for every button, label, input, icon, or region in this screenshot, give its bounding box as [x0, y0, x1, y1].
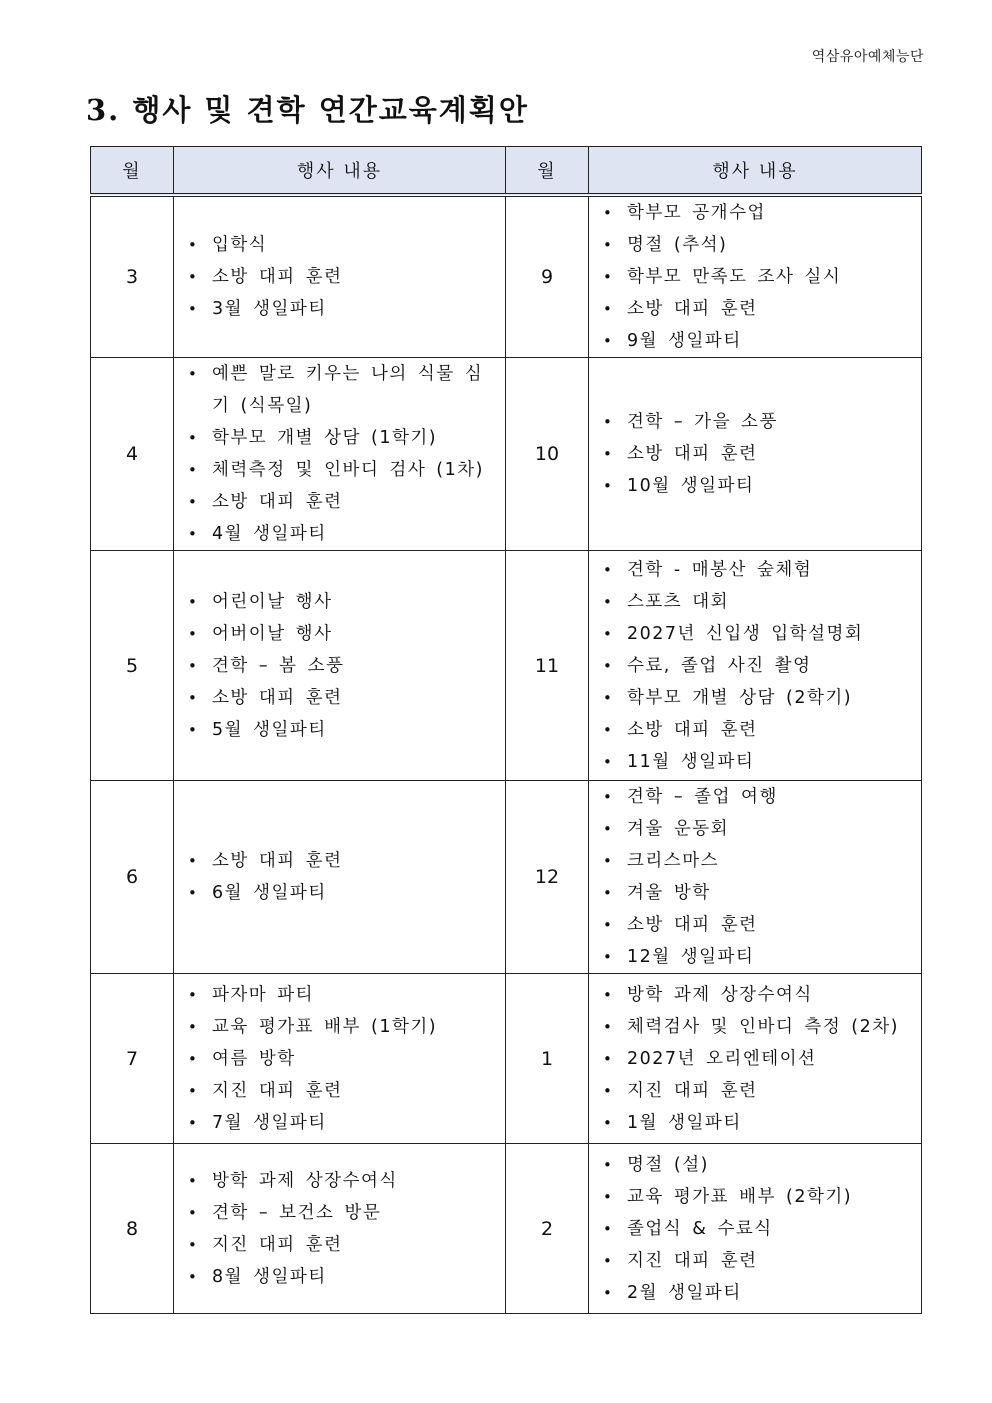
event-item: • 체력측정 및 인바디 검사 (1차) [182, 454, 497, 486]
event-item: • 방학 과제 상장수여식 [182, 1165, 497, 1197]
event-item: • 지진 대피 훈련 [597, 1245, 913, 1277]
table-row [91, 974, 922, 1144]
event-plan-table [90, 146, 922, 1314]
event-item: • 2027년 신입생 입학설명회 [597, 618, 913, 650]
month-cell: 5 [91, 551, 174, 781]
event-item: • 소방 대피 훈련 [182, 845, 497, 877]
event-item: • 12월 생일파티 [597, 941, 913, 973]
event-item: • 9월 생일파티 [597, 325, 913, 357]
header-month-left: 월 [91, 147, 174, 196]
header-events-right: 행사 내용 [589, 147, 922, 196]
event-item: • 졸업식 & 수료식 [597, 1213, 913, 1245]
event-list [174, 979, 505, 1139]
table-row [91, 1144, 922, 1314]
event-item: • 소방 대피 훈련 [597, 909, 913, 941]
event-item: • 지진 대피 훈련 [597, 1075, 913, 1107]
events-cell [174, 1144, 506, 1314]
events-cell [174, 358, 506, 551]
month-cell: 9 [506, 195, 589, 358]
event-item: • 예쁜 말로 키우는 나의 식물 심기 (식목일) [182, 358, 497, 422]
events-cell [589, 551, 922, 781]
event-list [174, 586, 505, 746]
event-item: • 학부모 만족도 조사 실시 [597, 261, 913, 293]
month-cell: 6 [91, 781, 174, 974]
page-title: 3. 행사 및 견학 연간교육계획안 [86, 93, 529, 127]
event-item: • 명절 (설) [597, 1149, 913, 1181]
month-cell: 2 [506, 1144, 589, 1314]
events-cell [174, 551, 506, 781]
event-item: • 10월 생일파티 [597, 470, 913, 502]
header-month-right: 월 [506, 147, 589, 196]
event-item: • 소방 대피 훈련 [182, 486, 497, 518]
event-item: • 학부모 개별 상담 (1학기) [182, 422, 497, 454]
event-item: • 겨울 운동회 [597, 813, 913, 845]
month-cell: 7 [91, 974, 174, 1144]
month-cell: 11 [506, 551, 589, 781]
events-cell [174, 781, 506, 974]
month-cell: 10 [506, 358, 589, 551]
event-item: • 견학 – 보건소 방문 [182, 1197, 497, 1229]
event-list [174, 1165, 505, 1293]
event-list [589, 979, 921, 1139]
event-item: • 지진 대피 훈련 [182, 1075, 497, 1107]
event-list [589, 1149, 921, 1309]
event-list [589, 554, 921, 778]
event-item: • 견학 - 매봉산 숲체험 [597, 554, 913, 586]
event-item: • 6월 생일파티 [182, 877, 497, 909]
event-item: • 학부모 개별 상담 (2학기) [597, 682, 913, 714]
event-item: • 소방 대피 훈련 [182, 261, 497, 293]
event-item: • 소방 대피 훈련 [597, 438, 913, 470]
event-list [589, 406, 921, 502]
events-cell [589, 1144, 922, 1314]
event-item: • 겨울 방학 [597, 877, 913, 909]
month-cell: 8 [91, 1144, 174, 1314]
events-cell [589, 781, 922, 974]
event-item: • 크리스마스 [597, 845, 913, 877]
event-item: • 견학 – 봄 소풍 [182, 650, 497, 682]
event-item: • 방학 과제 상장수여식 [597, 979, 913, 1011]
month-cell: 4 [91, 358, 174, 551]
table-row [91, 358, 922, 551]
event-item: • 명절 (추석) [597, 229, 913, 261]
events-cell [589, 358, 922, 551]
event-item: • 스포츠 대회 [597, 586, 913, 618]
event-item: • 체력검사 및 인바디 측정 (2차) [597, 1011, 913, 1043]
event-item: • 견학 – 졸업 여행 [597, 781, 913, 813]
event-item: • 소방 대피 훈련 [597, 714, 913, 746]
table-row [91, 195, 922, 358]
event-item: • 어린이날 행사 [182, 586, 497, 618]
header-events-left: 행사 내용 [174, 147, 506, 196]
event-item: • 8월 생일파티 [182, 1261, 497, 1293]
event-item: • 학부모 공개수업 [597, 197, 913, 229]
event-item: • 2027년 오리엔테이션 [597, 1043, 913, 1075]
events-cell [589, 974, 922, 1144]
organization-name: 역삼유아예체능단 [811, 49, 924, 65]
event-list [174, 845, 505, 909]
table-row [91, 781, 922, 974]
event-item: • 11월 생일파티 [597, 746, 913, 778]
event-item: • 수료, 졸업 사진 촬영 [597, 650, 913, 682]
event-item: • 2월 생일파티 [597, 1277, 913, 1309]
event-item: • 교육 평가표 배부 (1학기) [182, 1011, 497, 1043]
event-list [174, 358, 505, 550]
event-item: • 입학식 [182, 229, 497, 261]
event-item: • 여름 방학 [182, 1043, 497, 1075]
month-cell: 1 [506, 974, 589, 1144]
event-item: • 7월 생일파티 [182, 1107, 497, 1139]
event-item: • 4월 생일파티 [182, 518, 497, 550]
events-cell [174, 195, 506, 358]
event-item: • 견학 – 가을 소풍 [597, 406, 913, 438]
table-row [91, 551, 922, 781]
event-item: • 어버이날 행사 [182, 618, 497, 650]
event-item: • 1월 생일파티 [597, 1107, 913, 1139]
month-cell: 12 [506, 781, 589, 974]
events-cell [174, 974, 506, 1144]
event-item: • 교육 평가표 배부 (2학기) [597, 1181, 913, 1213]
event-item: • 5월 생일파티 [182, 714, 497, 746]
event-item: • 소방 대피 훈련 [597, 293, 913, 325]
event-item: • 파자마 파티 [182, 979, 497, 1011]
event-list [589, 781, 921, 973]
table-header-row [91, 147, 922, 196]
event-item: • 3월 생일파티 [182, 293, 497, 325]
event-item: • 소방 대피 훈련 [182, 682, 497, 714]
event-list [174, 229, 505, 325]
event-item: • 지진 대피 훈련 [182, 1229, 497, 1261]
month-cell: 3 [91, 195, 174, 358]
event-list [589, 197, 921, 357]
events-cell [589, 195, 922, 358]
